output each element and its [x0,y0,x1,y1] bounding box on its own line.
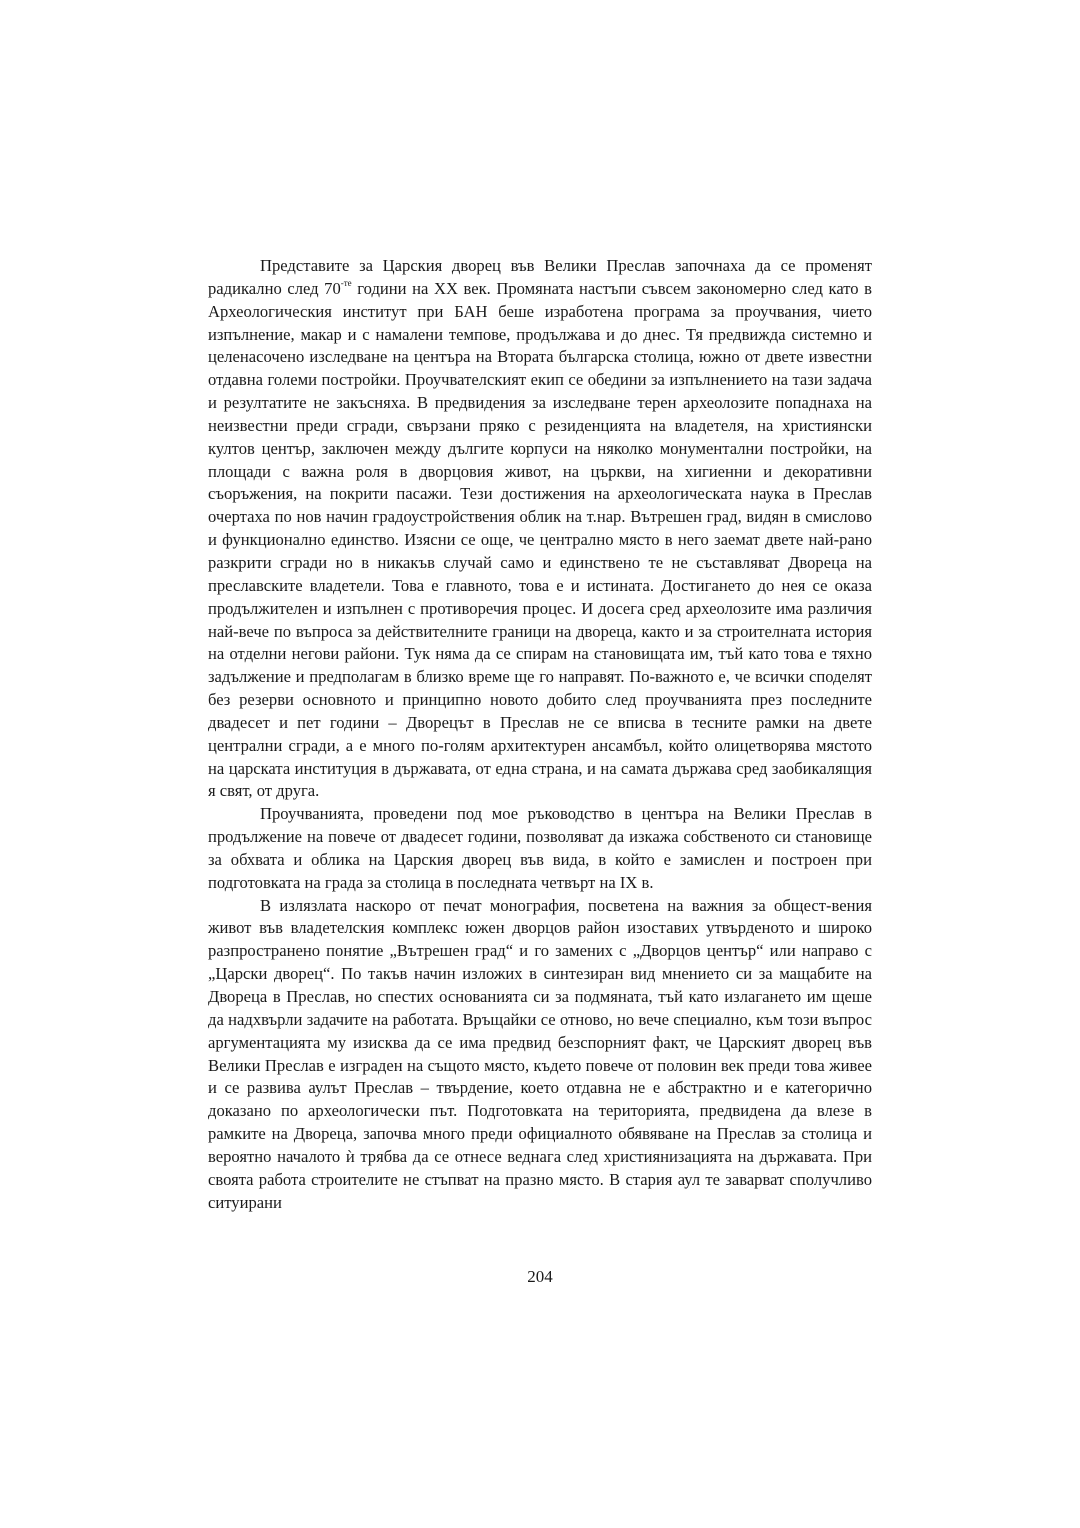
paragraph-1-text-start: Представите за Царския дворец във Велики Преслав започнаха да се променят радикално след 70 [208,256,872,298]
paragraph-3-text: В излязлата наскоро от печат монография, посветена на важния за общест-вения живот във владетелския комплекс южен дворцов район изоставих утвърденото и широко разпространено понятие „Вътрешен град“ и го замених с „Дворцов център“ или направо с „Царски дворец“. По такъв начин изложих в синтезиран вид мнението си за мащабите на Двореца в Преслав, но спестих основанията си за подмяната, тъй като излагането им щеше да надхвърли задачите на работата. Връщайки се отново, но вече специално, към този въпрос аргументацията му изисква да се има предвид безспорният факт, че Царският дворец във Велики Преслав е изграден на същото място, където повече от половин век преди това живее и се развива аулът Преслав – твърдение, което отдавна не е абстрактно и е категорично доказано по археологически път. Подготовката на територията, предвидена да влезе в рамките на Двореца, започва много преди официалното обявяване на Преслав за столица и вероятно началото ѝ трябва да се отнесе веднага след християнизацията на държавата. При своята работа строителите не стъпват на празно място. В стария аул те заварват сполучливо ситуирани [208,895,872,1212]
page-number: 204 [527,1267,553,1286]
paragraph-1-text-rest: години на XX век. Промяната настъпи съвсем закономерно след като в Археологическия институт при БАН беше изработена програма за проучвания, чието изпълнение, макар и с намалени темпове, продължава и до днес. Тя предвижда системно и целенасочено изследване на центъра на Втората българска столица, южно от двете известни отдавна големи постройки. Проучвателският екип се обедини за изпълнението на тази задача и резултатите не закъсняха. В предвидения за изследване терен археолозите попаднаха на неизвестни преди сгради, свързани пряко с резиденцията на владетеля, на християнски култов център, заключен между дългите корпуси на няколко монументални постройки, на площади с важна роля в дворцовия живот, на църкви, на хигиенни и декоративни съоръжения, на покрити пасажи. Тези достижения на археологическата наука в Преслав очертаха по нов начин градоустройствения облик на т.нар. Вътрешен град, видян в смислово и функционално единство. Изясни се още, че централно място в него заемат двете най-рано разкрити сгради но в никакъв случай само и единствено те не съставляват Двореца на преславските владетели. Това е главното, това е и истината. Достигането до нея се оказа продължителен и изпълнен с противоречия процес. И досега сред археолозите има различия най-вече по въпроса за действителните граници на двореца, както и за строителната история на отделни негови райони. Тук няма да се спирам на становищата им, тъй като това е тяхно задължение и предполагам в близко време ще го направят. По-важното е, че всички споделят без резерви основното и принципно новото добито след проучванията през последните двадесет и пет години – Дворецът в Преслав не се вписва в тесните рамки на двете централни сгради, а е много по-голям архитектурен ансамбъл, който олицетворява мястото на царската институция в държавата, от една страна, и на самата държава сред заобикалящия я свят, от друга. [208,278,872,801]
paragraph-3 [208,895,872,1215]
superscript-suffix: -те [340,278,352,289]
paragraph-2-text: Проучванията, проведени под мое ръководство в центъра на Велики Преслав в продължение на повече от двадесет години, позволяват да изкажа собственото си становище за обхвата и облика на Царския дворец във вида, в който е замислен и построен при подготовката на града за столица в последната четвърт на IX в. [208,804,872,892]
paragraph-1 [208,255,872,803]
paragraph-2 [208,803,872,894]
body-text [208,255,872,1214]
